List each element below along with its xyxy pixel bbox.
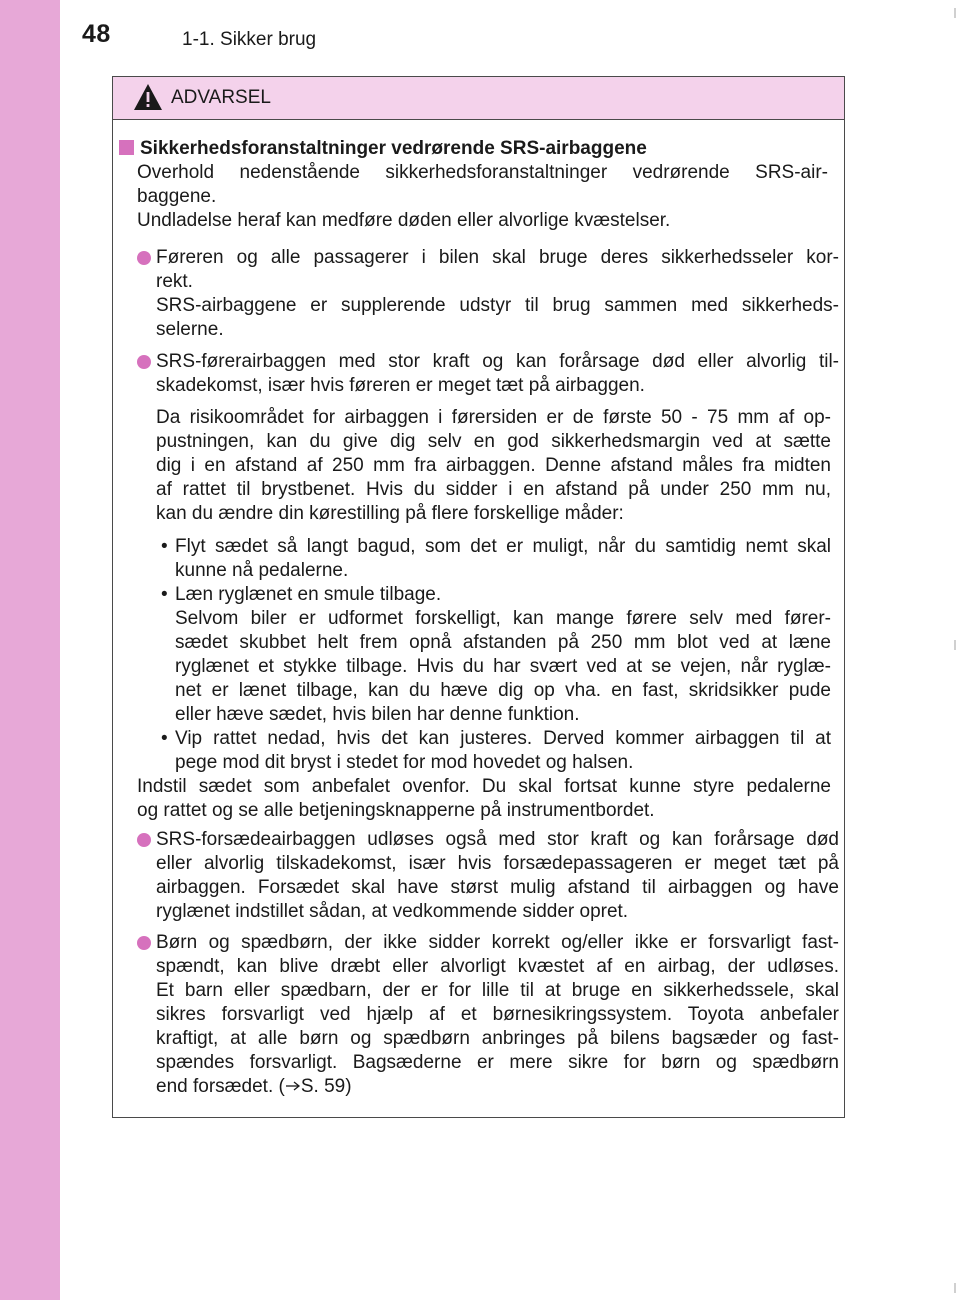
text-line: Føreren og alle passagerer i bilen skal bruge deres sikkerhedsseler kor- bbox=[156, 247, 839, 268]
text-line: Børn og spædbørn, der ikke sidder korrekt og/eller ikke er forsvarligt fast- bbox=[156, 932, 839, 953]
text-line: og rattet og se alle betjeningsknapperne på instrumentbordet. bbox=[137, 800, 655, 821]
round-bullet-icon bbox=[137, 355, 151, 369]
bullet-item-3 bbox=[156, 828, 839, 924]
sub-bullet-1 bbox=[175, 535, 831, 583]
square-bullet-icon bbox=[119, 140, 134, 155]
text-line: baggene. bbox=[137, 186, 217, 207]
margin-mark bbox=[954, 640, 956, 650]
text-line: Vip rattet nedad, hvis det kan justeres. Derved kommer airbaggen til at bbox=[175, 728, 831, 749]
intro-paragraph bbox=[137, 161, 828, 233]
text-line: dig i en afstand af 250 mm fra airbaggen. Denne afstand måles fra midten bbox=[156, 455, 831, 476]
bullet-item-1 bbox=[156, 246, 839, 342]
margin-mark bbox=[954, 8, 956, 18]
round-bullet-icon bbox=[137, 251, 151, 265]
text-line: SRS-airbaggene er supplerende udstyr til brug sammen med sikkerheds- bbox=[156, 295, 839, 316]
round-bullet-icon bbox=[137, 833, 151, 847]
text-line: af rattet til brystbenet. Hvis du sidder i en afstand på under 250 mm nu, bbox=[156, 479, 831, 500]
text-line: Selvom biler er udformet forskelligt, kan mange førere selv med fører- bbox=[175, 608, 831, 629]
warning-header bbox=[113, 77, 844, 120]
round-bullet-icon bbox=[137, 936, 151, 950]
page-number: 48 bbox=[82, 20, 111, 48]
text-line: eller hæve sædet, hvis bilen har denne funktion. bbox=[175, 704, 580, 725]
warning-triangle-icon bbox=[133, 83, 163, 111]
text-line: kraftigt, at alle børn og spædbørn anbringes på bilens bagsæder og fast- bbox=[156, 1028, 839, 1049]
text-line: Indstil sædet som anbefalet ovenfor. Du skal fortsat kunne styre pedalerne bbox=[137, 776, 831, 797]
section-heading-text: Sikkerhedsforanstaltninger vedrørende SRS-airbaggene bbox=[140, 138, 647, 159]
text-line: Et barn eller spædbarn, der er for lille til at bruge en sikkerhedssele, skal bbox=[156, 980, 839, 1001]
text-line bbox=[156, 1075, 839, 1099]
text-line: selerne. bbox=[156, 319, 224, 340]
text-line: pustningen, kan du give dig selv en god sikkerhedsmargin ved at sætte bbox=[156, 431, 831, 452]
text-line: spændt, kan blive dræbt eller alvorligt kvæstet af en airbag, der udløses. bbox=[156, 956, 839, 977]
text-line: net er lænet tilbage, kan du hæve dig op vha. en fast, skridsikker pude bbox=[175, 680, 831, 701]
text-line: ryglænet et stykke tilbage. Hvis du har svært ved at se vejen, når ryglæ- bbox=[175, 656, 831, 677]
text-line: sædet skubbet helt frem opnå afstanden på 250 mm blot ved at læne bbox=[175, 632, 831, 653]
text-line: sikres forsvarligt ved hjælp af et børnesikringssystem. Toyota anbefaler bbox=[156, 1004, 839, 1025]
sub-bullet-mark: • bbox=[161, 728, 168, 749]
text-line: airbaggen. Forsædet skal have størst mulig afstand til airbaggen og have bbox=[156, 877, 839, 898]
text-line: SRS-forsædeairbaggen udløses også med stor kraft og kan forårsage død bbox=[156, 829, 839, 850]
text-line: Da risikoområdet for airbaggen i førersiden er de første 50 - 75 mm af op- bbox=[156, 407, 831, 428]
text-line: pege mod dit bryst i stedet for mod hovedet og halsen. bbox=[175, 752, 634, 773]
text-line: skadekomst, især hvis føreren er meget tæt på airbaggen. bbox=[156, 375, 645, 396]
bullet-item-2-detail bbox=[156, 406, 831, 526]
sub-bullet-2 bbox=[175, 583, 831, 727]
page-reference-link[interactable]: S. 59) bbox=[300, 1076, 352, 1097]
text-line: eller alvorlig tilskadekomst, især hvis forsædepassageren er meget tæt på bbox=[156, 853, 839, 874]
warning-box bbox=[112, 76, 845, 1118]
sub-bullet-3 bbox=[175, 727, 831, 775]
margin-mark bbox=[954, 1283, 956, 1293]
text-fragment: end forsædet. ( bbox=[156, 1076, 285, 1097]
text-line: SRS-førerairbaggen med stor kraft og kan forårsage død eller alvorlig til- bbox=[156, 351, 839, 372]
bullet-item-2 bbox=[156, 350, 839, 398]
after-sub-paragraph bbox=[137, 775, 831, 823]
sub-bullet-mark: • bbox=[161, 536, 168, 557]
text-line: Læn ryglænet en smule tilbage. bbox=[175, 584, 442, 605]
text-line: spændes forsvarligt. Bagsæderne er mere sikre for børn og spædbørn bbox=[156, 1052, 839, 1073]
side-color-band bbox=[0, 0, 60, 1300]
text-line: rekt. bbox=[156, 271, 193, 292]
arrow-right-icon bbox=[285, 1081, 301, 1091]
text-line: Overhold nedenstående sikkerhedsforanstaltninger vedrørende SRS-air- bbox=[137, 162, 828, 183]
text-line: Flyt sædet så langt bagud, som det er muligt, når du samtidig nemt skal bbox=[175, 536, 831, 557]
section-title: 1-1. Sikker brug bbox=[182, 29, 317, 50]
text-line: kan du ændre din kørestilling på flere forskellige måder: bbox=[156, 503, 624, 524]
text-line: kunne nå pedalerne. bbox=[175, 560, 349, 581]
text-line: Undladelse heraf kan medføre døden eller alvorlige kvæstelser. bbox=[137, 210, 671, 231]
text-line: ryglænet indstillet sådan, at vedkommende sidder opret. bbox=[156, 901, 629, 922]
warning-title: ADVARSEL bbox=[171, 87, 271, 108]
bullet-item-4 bbox=[156, 931, 839, 1099]
section-heading bbox=[119, 137, 647, 161]
sub-bullet-mark: • bbox=[161, 584, 168, 605]
